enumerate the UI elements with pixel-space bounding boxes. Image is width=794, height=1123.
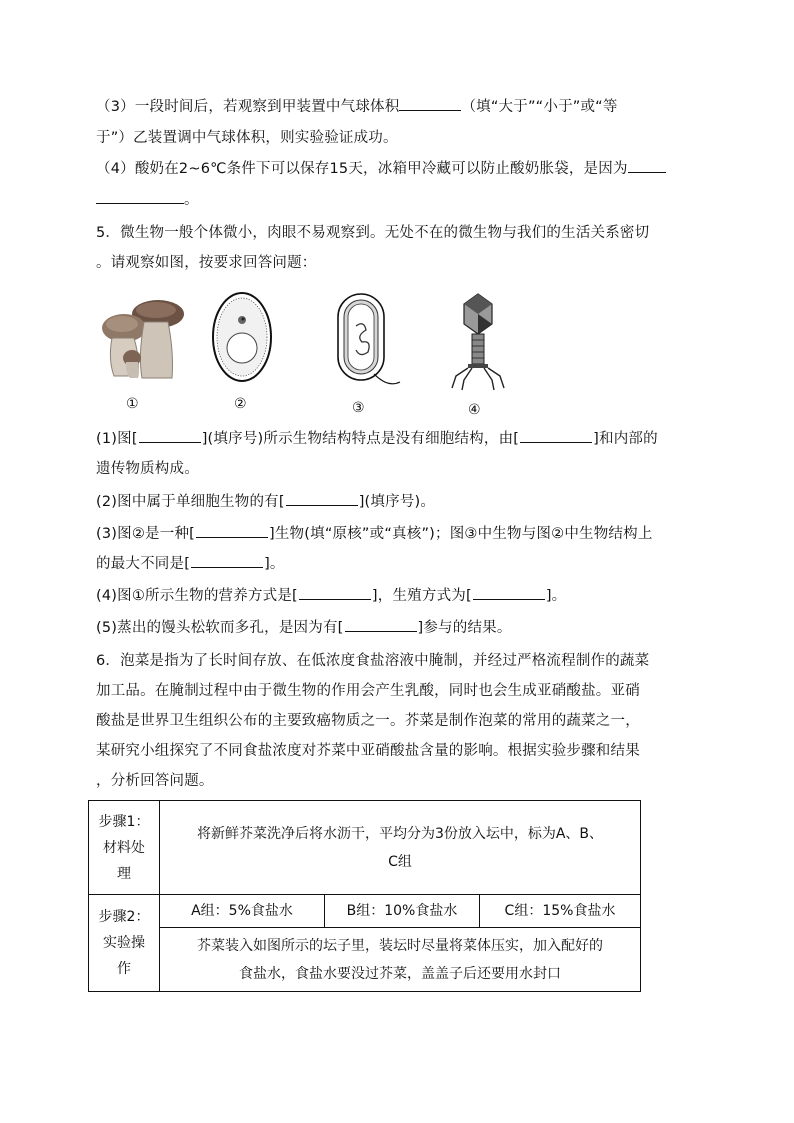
virus-image [448, 290, 508, 394]
eukaryotic-cell-image [210, 290, 274, 384]
step1-content: 将新鲜芥菜洗净后将水沥干，平均分为3份放入坛中，标为A、B、 C组 [160, 801, 641, 895]
q4-part3-line2: 于”）乙装置调中气球体积，则实验验证成功。 [96, 130, 398, 146]
q5-sub2: (2)图中属于单细胞生物的有[ ](填序号)。 [96, 491, 435, 513]
answer-blank[interactable] [399, 96, 461, 111]
answer-blank[interactable] [139, 428, 201, 443]
q6-line3: 酸盐是世界卫生组织公布的主要致癌物质之一。芥菜是制作泡菜的常用的蔬菜之一， [96, 713, 640, 729]
q4-part4-line1: （4）酸奶在2~6℃条件下可以保存15天，冰箱甲冷藏可以防止酸奶胀袋，是因为 [96, 158, 666, 180]
step2-label: 步骤2： 实验操 作 [89, 895, 160, 992]
microorganism-figures [96, 290, 556, 420]
q6-line4: 某研究小组探究了不同食盐浓度对芥菜中亚硝酸盐含量的影响。根据实验步骤和结果 [96, 743, 640, 759]
q5-intro-line1: 5．微生物一般个体微小，肉眼不易观察到。无处不在的微生物与我们的生活关系密切 [96, 225, 650, 241]
figure-label-3: ③ [352, 400, 365, 416]
answer-blank[interactable] [520, 428, 592, 443]
table-row [89, 895, 641, 928]
figure-label-4: ④ [468, 402, 481, 418]
experiment-steps-table [88, 800, 641, 992]
table-row [89, 801, 641, 895]
q5-intro-line2: 。请观察如图，按要求回答问题： [96, 255, 317, 271]
answer-blank[interactable] [196, 523, 268, 538]
q5-sub5: (5)蒸出的馒头松软而多孔，是因为有[ ]参与的结果。 [96, 617, 512, 639]
answer-blank[interactable] [628, 158, 666, 173]
answer-blank[interactable] [191, 553, 263, 568]
figure-label-1: ① [126, 396, 139, 412]
group-b-cell: B组：10%食盐水 [325, 895, 480, 928]
q5-sub1-line2: 遗传物质构成。 [96, 461, 199, 477]
table-row [89, 928, 641, 992]
group-c-cell: C组：15%食盐水 [480, 895, 641, 928]
step2-content: 芥菜装入如图所示的坛子里，装坛时尽量将菜体压实，加入配好的 食盐水，食盐水要没过芥菜，盖盖子后还要用水封口 [160, 928, 641, 992]
q6-line2: 加工品。在腌制过程中由于微生物的作用会产生乳酸，同时也会生成亚硝酸盐。亚硝 [96, 683, 640, 699]
q6-line5: ，分析回答问题。 [96, 773, 214, 789]
answer-blank[interactable] [473, 585, 545, 600]
step1-label: 步骤1： 材料处 理 [89, 801, 160, 895]
q5-sub3-line2: 的最大不同是[ ]。 [96, 553, 285, 575]
q5-sub4: (4)图①所示生物的营养方式是[ ]，生殖方式为[ ]。 [96, 585, 566, 607]
answer-blank[interactable] [96, 189, 184, 204]
answer-blank[interactable] [345, 617, 417, 632]
figure-label-2: ② [234, 396, 247, 412]
q6-line1: 6．泡菜是指为了长时间存放、在低浓度食盐溶液中腌制，并经过严格流程制作的蔬菜 [96, 653, 650, 669]
q5-sub3-line1: (3)图②是一种[ ]生物(填“原核”或“真核”)；图③中生物与图②中生物结构上 [96, 523, 653, 545]
mushroom-image [98, 296, 188, 382]
answer-blank[interactable] [299, 585, 371, 600]
group-a-cell: A组：5%食盐水 [160, 895, 325, 928]
bacterium-image [334, 290, 404, 394]
q4-part4-line2: 。 [96, 189, 199, 211]
q4-part3-line1: （3）一段时间后，若观察到甲装置中气球体积 （填“大于”“小于”或“等 [96, 96, 618, 118]
answer-blank[interactable] [286, 491, 358, 506]
q5-sub1-line1: (1)图[ ](填序号)所示生物结构特点是没有细胞结构，由[ ]和内部的 [96, 428, 658, 450]
